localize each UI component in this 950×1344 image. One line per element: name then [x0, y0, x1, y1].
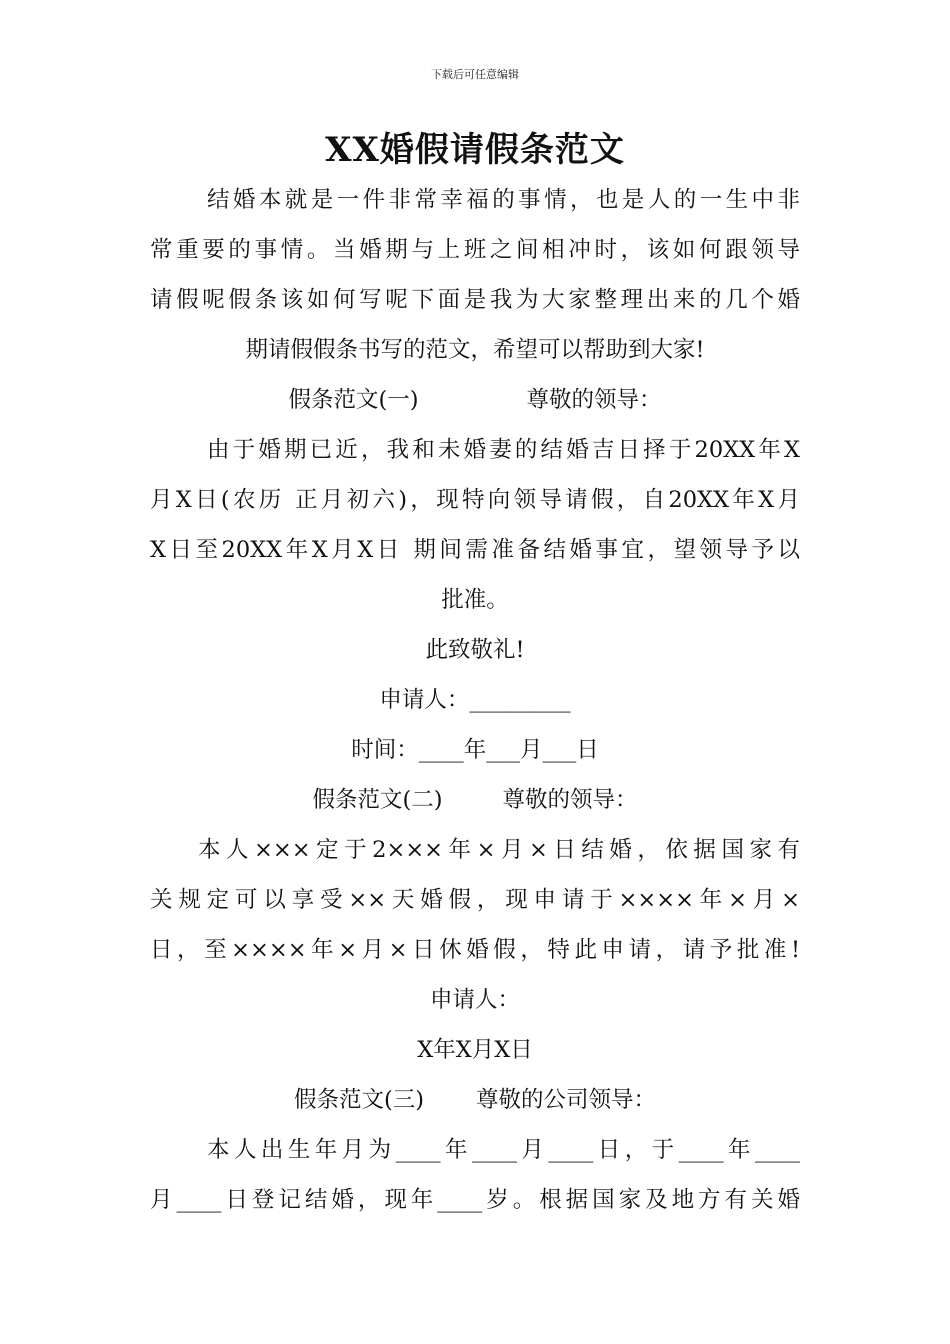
- sample3-salutation: 尊敬的公司领导：: [476, 1087, 657, 1113]
- sample2-heading-line: [150, 775, 800, 825]
- sample2-applicant: 申请人：: [429, 987, 520, 1013]
- sample1-heading-line: [150, 375, 800, 425]
- sample1-salutation: 尊敬的领导：: [526, 387, 662, 413]
- intro-line: 常重要的事情。当婚期与上班之间相冲时，该如何跟领导: [150, 237, 800, 263]
- sample1-heading: 假条范文(一): [288, 387, 419, 413]
- sample1-body-line: 由于婚期已近，我和未婚妻的结婚吉日择于20XX年X: [207, 437, 800, 463]
- intro-line: 请假呢假条该如何写呢下面是我为大家整理出来的几个婚: [150, 287, 800, 313]
- sample1-body-line: 批准。: [441, 587, 509, 613]
- sample2-heading: 假条范文(二): [312, 787, 443, 813]
- sample1-closing: 此致敬礼!: [425, 637, 525, 663]
- sample2-body-line: 日，至××××年×月×日休婚假，特此申请，请予批准!: [150, 937, 800, 963]
- sample1-applicant: 申请人：_________: [379, 687, 571, 713]
- sample3-heading: 假条范文(三): [293, 1087, 425, 1113]
- document-body: [150, 175, 800, 1225]
- intro-line: 期请假假条书写的范文，希望可以帮助到大家!: [245, 337, 705, 363]
- sample1-date: 时间：____年___月___日: [351, 737, 599, 763]
- sample2-body-line: 关规定可以享受××天婚假，现申请于××××年×月×: [150, 887, 800, 913]
- sample1-body-line: 月X日(农历 正月初六)，现特向领导请假，自20XX年X月: [150, 487, 800, 513]
- sample3-body-line: 月____日登记结婚，现年____岁。根据国家及地方有关婚: [150, 1187, 800, 1213]
- document-title: XX婚假请假条范文: [325, 130, 625, 170]
- sample2-body-line: 本人×××定于2×××年×月×日结婚，依据国家有: [198, 837, 800, 863]
- sample2-date: X年X月X日: [417, 1037, 533, 1063]
- sample2-salutation: 尊敬的领导：: [502, 787, 638, 813]
- sample3-heading-line: [150, 1075, 800, 1125]
- sample1-body-line: X日至20XX年X月X日 期间需准备结婚事宜，望领导予以: [150, 537, 800, 563]
- sample3-body-line: 本人出生年月为____年____月____日，于____年____: [207, 1137, 800, 1163]
- intro-line: 结婚本就是一件非常幸福的事情，也是人的一生中非: [207, 187, 800, 213]
- header-note: 下载后可任意编辑: [431, 68, 519, 81]
